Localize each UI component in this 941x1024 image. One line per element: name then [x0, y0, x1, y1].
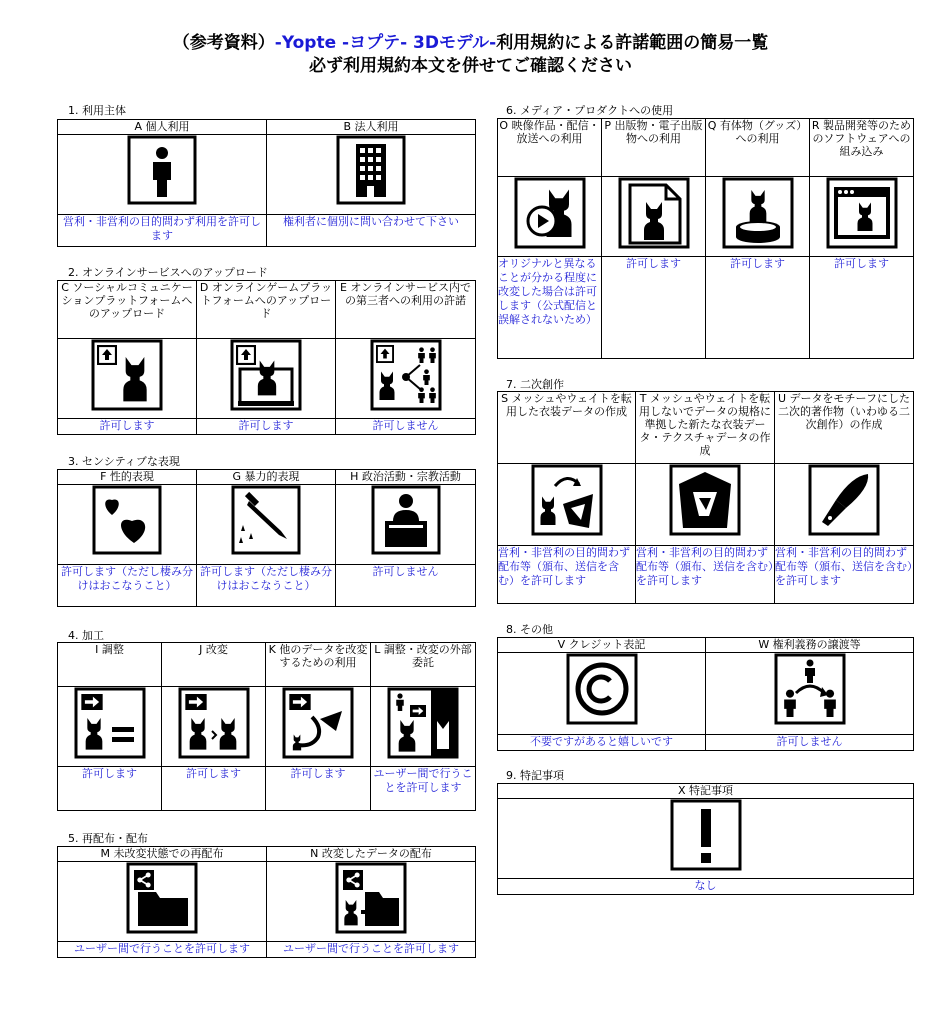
- item-s-label: S メッシュやウェイトを転用した衣装データの作成: [498, 392, 636, 464]
- item-u-label: U データをモチーフにした二次的著作物（いわゆる二次創作）の作成: [775, 392, 914, 464]
- section-6-title: 6. メディア・プロダクトへの使用: [506, 104, 674, 117]
- section-2-title: 2. オンラインサービスへのアップロード: [68, 266, 268, 279]
- item-u-permission: 営利・非営利の目的問わず配布等（頒布、送信を含む）を許可します: [775, 546, 914, 604]
- item-r-icon-cell: [810, 177, 914, 257]
- item-q-icon-cell: [706, 177, 810, 257]
- item-c-label: C ソーシャルコミュニケーションプラットフォームへのアップロード: [58, 281, 197, 339]
- item-g-label: G 暴力的表現: [197, 470, 336, 485]
- page-title: [0, 28, 941, 53]
- title-prefix: （参考資料）: [172, 33, 275, 53]
- exclamation-icon: [670, 799, 742, 871]
- item-n-permission: ユーザー間で行うことを許可します: [267, 942, 476, 958]
- hearts-icon: [92, 485, 162, 555]
- transfer-icon: [774, 653, 846, 725]
- section-7-title: 7. 二次創作: [506, 378, 564, 391]
- podium-icon: [371, 485, 441, 555]
- item-d-permission: 許可します: [197, 419, 336, 435]
- item-n-icon-cell: [267, 862, 476, 942]
- section-9-title: 9. 特記事項: [506, 769, 564, 782]
- section-6-table: [497, 118, 914, 359]
- item-i-permission: 許可します: [58, 767, 162, 811]
- pen-icon: [808, 464, 880, 536]
- distribute-modified-icon: [335, 862, 407, 934]
- item-w-permission: 許可しません: [706, 735, 914, 751]
- item-h-icon-cell: [336, 485, 476, 565]
- goods-icon: [722, 177, 794, 249]
- item-k-icon-cell: [266, 687, 371, 767]
- title-suffix: 利用規約による許諾範囲の簡易一覧: [496, 33, 769, 53]
- title-brand: -Yopte -ヨプテ- 3Dモデル-: [274, 33, 497, 53]
- section-3-table: [57, 469, 476, 607]
- outsource-icon: [387, 687, 459, 759]
- new-costume-icon: [669, 464, 741, 536]
- item-t-label: T メッシュやウェイトを転用しないでデータの規格に準拠した新たな衣装データ・テクスチャデータの作成: [636, 392, 775, 464]
- section-1-title: 1. 利用主体: [68, 104, 126, 117]
- section-7-table: [497, 391, 914, 604]
- item-h-permission: 許可しません: [336, 565, 476, 607]
- item-f-label: F 性的表現: [58, 470, 197, 485]
- item-k-label: K 他のデータを改変するための利用: [266, 643, 371, 687]
- item-l-icon-cell: [371, 687, 476, 767]
- item-s-permission: 営利・非営利の目的問わず配布等（頒布、送信を含む）を許可します: [498, 546, 636, 604]
- redistribute-icon: [126, 862, 198, 934]
- adjust-icon: [74, 687, 146, 759]
- item-r-label: R 製品開発等のためのソフトウェアへの組み込み: [810, 119, 914, 177]
- item-v-icon-cell: [498, 653, 706, 735]
- item-p-label: P 出版物・電子出版物への利用: [602, 119, 706, 177]
- publication-icon: [618, 177, 690, 249]
- item-i-label: I 調整: [58, 643, 162, 687]
- item-i-icon-cell: [58, 687, 162, 767]
- section-8-title: 8. その他: [506, 623, 553, 636]
- section-5-table: [57, 846, 476, 958]
- item-h-label: H 政治活動・宗教活動: [336, 470, 476, 485]
- item-b-icon-cell: [267, 135, 476, 215]
- item-j-label: J 改変: [162, 643, 266, 687]
- item-b-permission: 権利者に個別に問い合わせて下さい: [267, 215, 476, 247]
- software-icon: [826, 177, 898, 249]
- knife-icon: [231, 485, 301, 555]
- item-l-label: L 調整・改変の外部委託: [371, 643, 476, 687]
- item-c-permission: 許可します: [58, 419, 197, 435]
- item-a-icon-cell: [58, 135, 267, 215]
- item-x-permission: なし: [498, 879, 914, 895]
- item-e-permission: 許可しません: [336, 419, 476, 435]
- section-3-title: 3. センシティブな表現: [68, 455, 180, 468]
- item-a-label: A 個人利用: [58, 120, 267, 135]
- section-8-table: [497, 637, 914, 751]
- item-d-icon-cell: [197, 339, 336, 419]
- building-icon: [336, 135, 406, 205]
- item-q-permission: 許可します: [706, 257, 810, 359]
- video-icon: [514, 177, 586, 249]
- item-g-permission: 許可します（ただし棲み分けはおこなうこと）: [197, 565, 336, 607]
- item-c-icon-cell: [58, 339, 197, 419]
- item-o-icon-cell: [498, 177, 602, 257]
- modify-icon: [178, 687, 250, 759]
- item-f-icon-cell: [58, 485, 197, 565]
- item-u-icon-cell: [775, 464, 914, 546]
- item-w-icon-cell: [706, 653, 914, 735]
- item-v-permission: 不要ですがあると嬉しいです: [498, 735, 706, 751]
- item-p-icon-cell: [602, 177, 706, 257]
- copyright-icon: [566, 653, 638, 725]
- page-subtitle: 必ず利用規約本文を併せてご確認ください: [309, 56, 632, 76]
- item-m-label: M 未改変状態での再配布: [58, 847, 267, 862]
- item-w-label: W 権利義務の譲渡等: [706, 638, 914, 653]
- item-x-label: X 特記事項: [498, 784, 914, 799]
- item-e-label: E オンラインサービス内での第三者への利用の許諾: [336, 281, 476, 339]
- item-x-icon-cell: [498, 799, 914, 879]
- section-4-table: [57, 642, 476, 811]
- item-p-permission: 許可します: [602, 257, 706, 359]
- item-l-permission: ユーザー間で行うことを許可します: [371, 767, 476, 811]
- item-t-permission: 営利・非営利の目的問わず配布等（頒布、送信を含む）を許可します: [636, 546, 775, 604]
- item-o-label: O 映像作品・配信・放送への利用: [498, 119, 602, 177]
- section-1-table: [57, 119, 476, 247]
- item-q-label: Q 有体物（グッズ）への利用: [706, 119, 810, 177]
- item-v-label: V クレジット表記: [498, 638, 706, 653]
- upload-social-icon: [91, 339, 163, 411]
- section-2-table: [57, 280, 476, 435]
- item-j-icon-cell: [162, 687, 266, 767]
- section-5-title: 5. 再配布・配布: [68, 832, 148, 845]
- item-d-label: D オンラインゲームプラットフォームへのアップロード: [197, 281, 336, 339]
- item-b-label: B 法人利用: [267, 120, 476, 135]
- item-k-permission: 許可します: [266, 767, 371, 811]
- item-f-permission: 許可します（ただし棲み分けはおこなうこと）: [58, 565, 197, 607]
- share-third-party-icon: [370, 339, 442, 411]
- section-4-title: 4. 加工: [68, 629, 104, 642]
- item-e-icon-cell: [336, 339, 476, 419]
- item-r-permission: 許可します: [810, 257, 914, 359]
- costume-from-mesh-icon: [531, 464, 603, 536]
- item-o-permission: オリジナルと異なることが分かる程度に改変した場合は許可します（公式配信と誤解されないため）: [498, 257, 602, 359]
- person-icon: [127, 135, 197, 205]
- item-m-permission: ユーザー間で行うことを許可します: [58, 942, 267, 958]
- item-j-permission: 許可します: [162, 767, 266, 811]
- item-n-label: N 改変したデータの配布: [267, 847, 476, 862]
- item-m-icon-cell: [58, 862, 267, 942]
- item-a-permission: 営利・非営利の目的問わず利用を許可します: [58, 215, 267, 247]
- item-t-icon-cell: [636, 464, 775, 546]
- item-s-icon-cell: [498, 464, 636, 546]
- other-data-icon: [282, 687, 354, 759]
- item-g-icon-cell: [197, 485, 336, 565]
- upload-game-icon: [230, 339, 302, 411]
- section-9-table: [497, 783, 914, 895]
